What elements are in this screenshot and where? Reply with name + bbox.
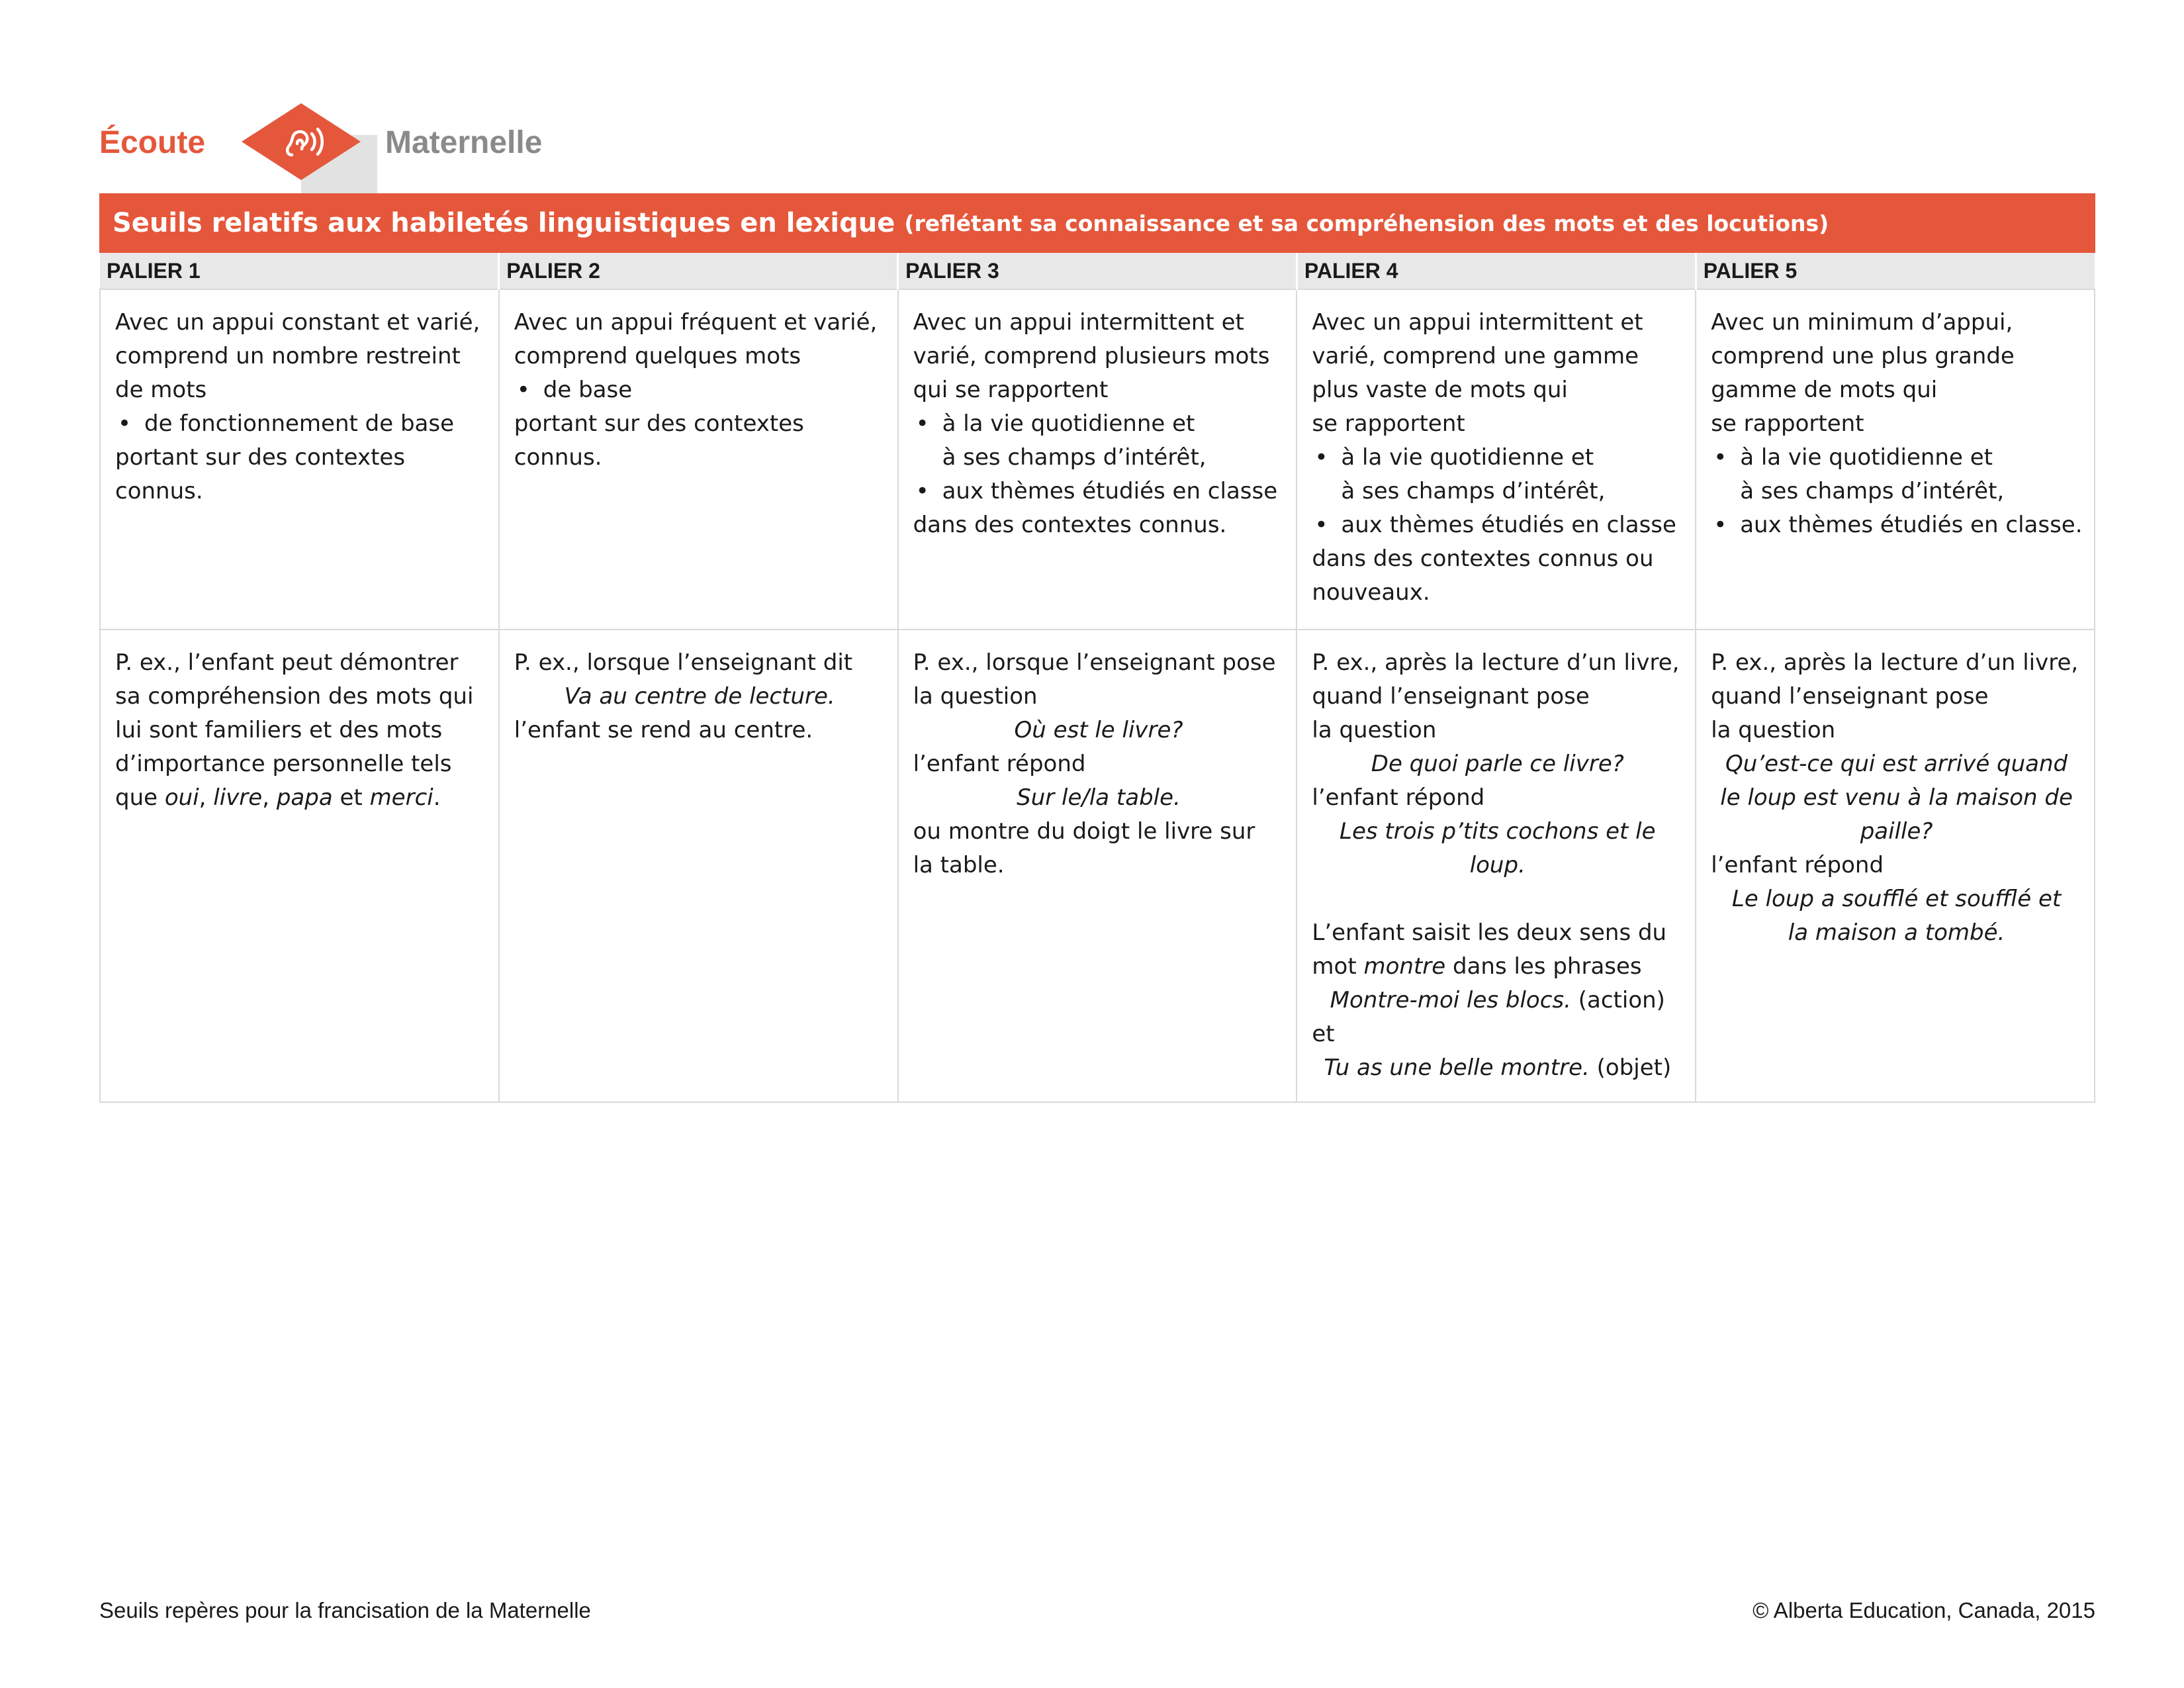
cell-text: portant sur des contextes bbox=[115, 444, 406, 471]
cell-text: d’importance personnelle tels bbox=[115, 751, 452, 777]
example-phrase: Les trois p’tits cochons et le bbox=[1340, 818, 1656, 845]
table-cell bbox=[1696, 289, 2095, 630]
cell-text: connus. bbox=[115, 478, 203, 504]
column-header: PALIER 3 bbox=[898, 253, 1297, 289]
table-header-row bbox=[100, 253, 2095, 289]
example-word: livre bbox=[213, 784, 263, 811]
cell-text: comprend un nombre restreint bbox=[115, 343, 461, 369]
example-phrase: Où est le livre? bbox=[1014, 717, 1183, 743]
cell-text: gamme de mots qui bbox=[1711, 377, 1938, 403]
example-word: merci bbox=[369, 784, 433, 811]
spacer bbox=[1312, 882, 1683, 916]
cell-text: que bbox=[115, 784, 158, 811]
table-cell bbox=[499, 630, 898, 1102]
cell-text: l’enfant se rend au centre. bbox=[514, 717, 813, 743]
thresholds-panel bbox=[99, 193, 2095, 1103]
cell-text: se rapportent bbox=[1312, 410, 1465, 437]
cell-text: P. ex., lorsque l’enseignant dit bbox=[514, 649, 853, 676]
page-subtitle: (reflétant sa connaissance et sa compréhension des mots et des locutions) bbox=[904, 210, 1829, 236]
ear-sound-icon bbox=[225, 101, 377, 193]
header-subject: Écoute bbox=[99, 125, 206, 160]
cell-text: Avec un appui intermittent et bbox=[1312, 309, 1643, 336]
table-cell bbox=[898, 630, 1297, 1102]
table-cell bbox=[499, 289, 898, 630]
cell-text: L’enfant saisit les deux sens du bbox=[1312, 919, 1667, 946]
cell-text: l’enfant répond bbox=[1711, 852, 1884, 878]
table-cell bbox=[1297, 289, 1696, 630]
cell-text: se rapportent bbox=[1711, 410, 1864, 437]
table-cell bbox=[1696, 630, 2095, 1102]
cell-text: , bbox=[262, 784, 270, 811]
bullet-continuation: à ses champs d’intérêt, bbox=[1740, 478, 2005, 504]
bullet-item: • aux thèmes étudiés en classe bbox=[1312, 508, 1683, 542]
cell-text: mot bbox=[1312, 953, 1357, 980]
cell-text: varié, comprend plusieurs mots bbox=[913, 343, 1270, 369]
cell-text: P. ex., lorsque l’enseignant pose bbox=[913, 649, 1276, 676]
example-sentence-line bbox=[1312, 1051, 1683, 1085]
example-words-line bbox=[115, 781, 486, 815]
example-phrase: De quoi parle ce livre? bbox=[1371, 751, 1624, 777]
cell-text-line bbox=[1312, 950, 1683, 984]
cell-text: dans les phrases bbox=[1452, 953, 1642, 980]
cell-text: sa compréhension des mots qui bbox=[115, 683, 474, 710]
cell-text: ou montre du doigt le livre sur bbox=[913, 818, 1255, 845]
example-phrase: paille? bbox=[1860, 818, 1933, 845]
example-phrase: Tu as une belle montre. bbox=[1324, 1055, 1590, 1081]
cell-text: , bbox=[199, 784, 206, 811]
bullet-continuation: à ses champs d’intérêt, bbox=[942, 444, 1206, 471]
example-word: oui bbox=[164, 784, 199, 811]
example-phrase: la maison a tombé. bbox=[1788, 919, 2005, 946]
column-header: PALIER 1 bbox=[100, 253, 499, 289]
column-header: PALIER 5 bbox=[1696, 253, 2095, 289]
column-header: PALIER 4 bbox=[1297, 253, 1696, 289]
cell-text: Avec un minimum d’appui, bbox=[1711, 309, 2013, 336]
header-level: Maternelle bbox=[385, 125, 543, 160]
cell-text: quand l’enseignant pose bbox=[1711, 683, 1989, 710]
example-phrase: Montre-moi les blocs. bbox=[1330, 987, 1571, 1013]
cell-text: Avec un appui intermittent et bbox=[913, 309, 1244, 336]
cell-text: P. ex., l’enfant peut démontrer bbox=[115, 649, 459, 676]
bullet-item: • aux thèmes étudiés en classe bbox=[913, 475, 1285, 508]
cell-text: de mots bbox=[115, 377, 207, 403]
cell-text: Avec un appui constant et varié, bbox=[115, 309, 480, 336]
bullet-item: • aux thèmes étudiés en classe. bbox=[1711, 508, 2082, 542]
cell-text: comprend une plus grande bbox=[1711, 343, 2015, 369]
cell-text: Avec un appui fréquent et varié, bbox=[514, 309, 878, 336]
cell-text: l’enfant répond bbox=[913, 751, 1086, 777]
cell-text: dans des contextes connus ou bbox=[1312, 545, 1654, 572]
cell-text: P. ex., après la lecture d’un livre, bbox=[1312, 649, 1680, 676]
bullet-item: • à la vie quotidienne et bbox=[1711, 441, 2082, 475]
table-cell bbox=[100, 289, 499, 630]
bullet-item: • à la vie quotidienne et bbox=[913, 407, 1285, 441]
table-cell bbox=[1297, 630, 1696, 1102]
thresholds-table bbox=[99, 253, 2095, 1103]
example-word: montre bbox=[1363, 953, 1446, 980]
bullet-item: • à la vie quotidienne et bbox=[1312, 441, 1683, 475]
footer-title: Seuils repères pour la francisation de la Maternelle bbox=[99, 1598, 591, 1622]
cell-text: comprend quelques mots bbox=[514, 343, 801, 369]
cell-text: la question bbox=[913, 683, 1038, 710]
footer-copyright: © Alberta Education, Canada, 2015 bbox=[1752, 1598, 2095, 1622]
title-bar bbox=[99, 193, 2095, 253]
example-sentence-line bbox=[1312, 984, 1683, 1017]
bullet-item: • de fonctionnement de base bbox=[115, 407, 486, 441]
cell-text: portant sur des contextes bbox=[514, 410, 804, 437]
cell-text: la question bbox=[1312, 717, 1437, 743]
example-word: papa bbox=[276, 784, 333, 811]
cell-text: et bbox=[340, 784, 363, 811]
cell-text: nouveaux. bbox=[1312, 579, 1430, 606]
cell-text: la question bbox=[1711, 717, 1836, 743]
example-phrase: Va au centre de lecture. bbox=[564, 683, 835, 710]
table-row bbox=[100, 630, 2095, 1102]
example-phrase: Sur le/la table. bbox=[1017, 784, 1181, 811]
page-title: Seuils relatifs aux habiletés linguistiques en lexique bbox=[113, 208, 895, 238]
cell-text: connus. bbox=[514, 444, 602, 471]
table-cell bbox=[100, 630, 499, 1102]
cell-text: et bbox=[1312, 1021, 1335, 1047]
example-phrase: le loup est venu à la maison de bbox=[1720, 784, 2073, 811]
example-phrase: Qu’est-ce qui est arrivé quand bbox=[1725, 751, 2068, 777]
cell-text: . bbox=[433, 784, 441, 811]
cell-text: plus vaste de mots qui bbox=[1312, 377, 1568, 403]
example-phrase: loup. bbox=[1469, 852, 1525, 878]
cell-text: P. ex., après la lecture d’un livre, bbox=[1711, 649, 2079, 676]
page-header bbox=[99, 99, 629, 192]
sense-note: (action) bbox=[1578, 987, 1665, 1013]
cell-text: quand l’enseignant pose bbox=[1312, 683, 1590, 710]
sense-note: (objet) bbox=[1596, 1055, 1672, 1081]
bullet-item: • de base bbox=[514, 373, 886, 407]
bullet-continuation: à ses champs d’intérêt, bbox=[1341, 478, 1606, 504]
table-row bbox=[100, 289, 2095, 630]
cell-text: dans des contextes connus. bbox=[913, 512, 1227, 538]
table-cell bbox=[898, 289, 1297, 630]
column-header: PALIER 2 bbox=[499, 253, 898, 289]
cell-text: l’enfant répond bbox=[1312, 784, 1485, 811]
cell-text: varié, comprend une gamme bbox=[1312, 343, 1639, 369]
example-phrase: Le loup a soufflé et soufflé et bbox=[1731, 886, 2062, 912]
cell-text: qui se rapportent bbox=[913, 377, 1109, 403]
cell-text: lui sont familiers et des mots bbox=[115, 717, 443, 743]
cell-text: la table. bbox=[913, 852, 1005, 878]
